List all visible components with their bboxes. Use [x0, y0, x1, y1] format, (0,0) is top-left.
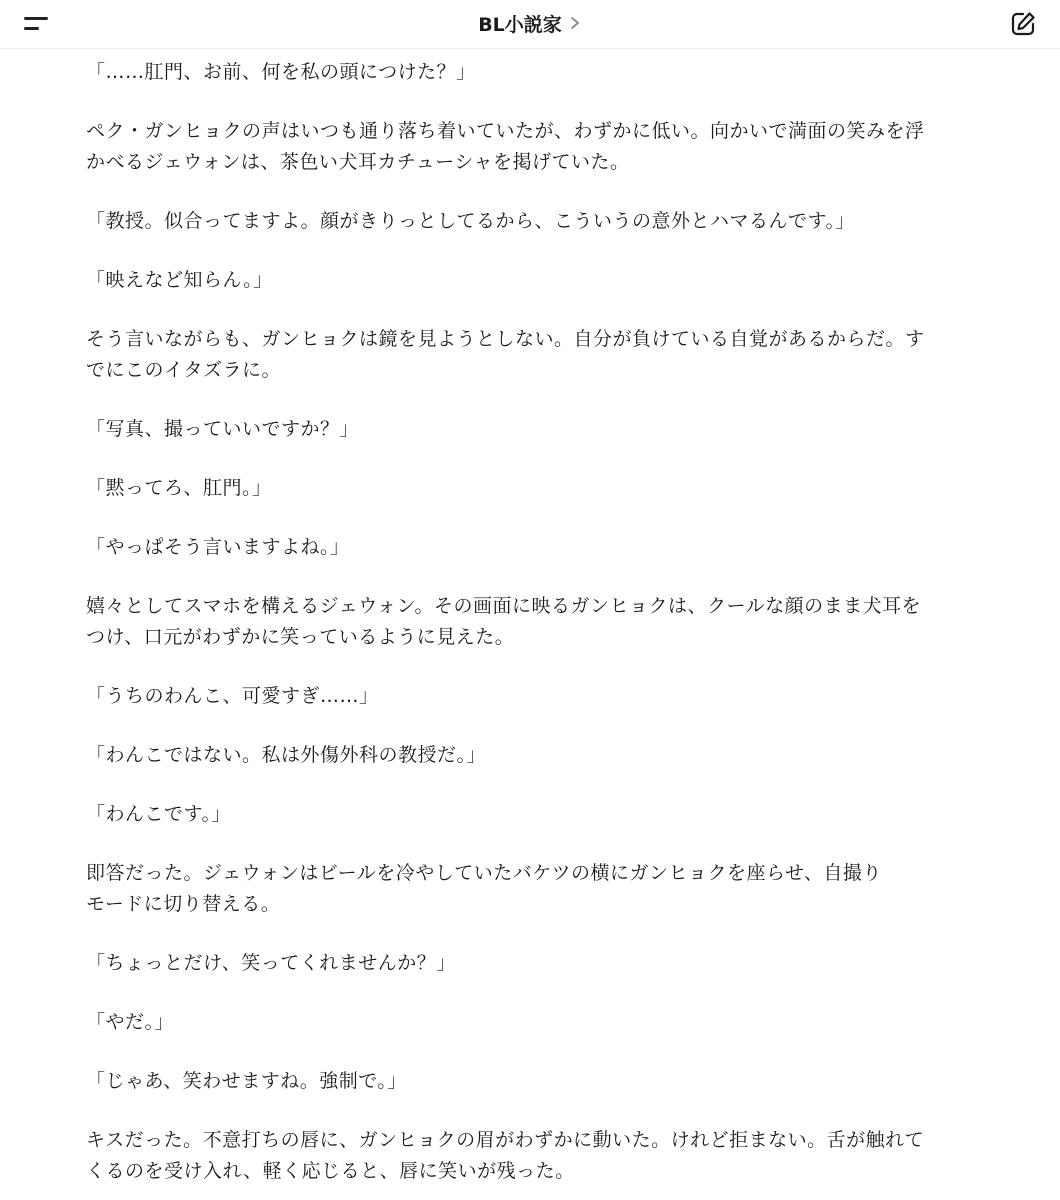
paragraph: 「写真、撮っていいですか？」	[86, 418, 360, 440]
paragraph: 「わんこです。」	[86, 803, 231, 825]
compose-icon[interactable]	[1008, 9, 1038, 39]
paragraph: ペク・ガンヒョクの声はいつも通り落ち着いていたが、わずかに低い。向かいで満面の笑みを浮 かべるジェウォンは、茶色い犬耳カチューシャを掲げていた。	[86, 120, 925, 173]
paragraph: 「うちのわんこ、可愛すぎ……」	[86, 685, 379, 707]
paragraph: 嬉々としてスマホを構えるジェウォン。その画面に映るガンヒョクは、クールな顔のまま犬耳を つけ、口元がわずかに笑っているように見えた。	[86, 595, 922, 648]
paragraph: 「やだ。」	[86, 1011, 175, 1033]
message-body	[86, 57, 986, 1200]
paragraph: キスだった。不意打ちの唇に、ガンヒョクの眉がわずかに動いた。けれど拒まない。舌が触れて くるのを受け入れ、軽く応じると、唇に笑いが残った。	[86, 1129, 925, 1182]
conversation-title: BL小説家	[478, 13, 562, 36]
paragraph: 「じゃあ、笑わせますね。強制で。」	[86, 1070, 407, 1092]
chevron-right-icon	[568, 16, 582, 30]
paragraph: そう言いながらも、ガンヒョクは鏡を見ようとしない。自分が負けている自覚があるからだ。す でにこのイタズラに。	[86, 328, 925, 381]
conversation-title-button[interactable]	[478, 10, 582, 37]
paragraph: 「わんこではない。私は外傷外科の教授だ。」	[86, 744, 487, 766]
paragraph: 「ちょっとだけ、笑ってくれませんか？」	[86, 952, 456, 974]
paragraph: 「黙ってろ、肛門。」	[86, 477, 272, 499]
paragraph: 「教授。似合ってますよ。顔がきりっとしてるから、こういうの意外とハマるんです。」	[86, 210, 855, 232]
paragraph: 「……肛門、お前、何を私の頭につけた？」	[86, 61, 476, 83]
top-bar	[0, 0, 1060, 49]
paragraph: 「やっぱそう言いますよね。」	[86, 536, 350, 558]
paragraph: 「映えなど知らん。」	[86, 269, 273, 291]
paragraph: 即答だった。ジェウォンはビールを冷やしていたバケツの横にガンヒョクを座らせ、自撮り モードに切り替える。	[86, 862, 882, 915]
menu-icon[interactable]	[22, 14, 52, 34]
